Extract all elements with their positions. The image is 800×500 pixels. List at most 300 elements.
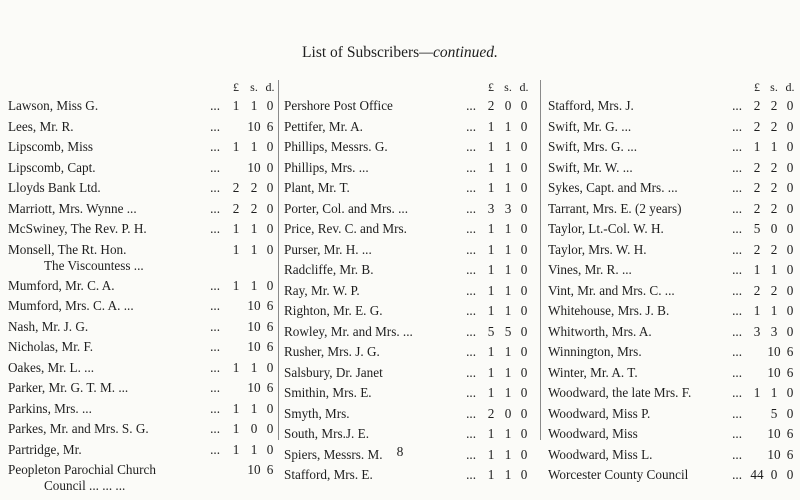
subscriber-name-text: Rowley, Mr. and Mrs. ... — [284, 323, 413, 339]
pence-amount: 0 — [786, 282, 794, 298]
subscriber-name-text: Smithin, Mrs. E. — [284, 385, 372, 400]
pounds-amount: 2 — [232, 180, 240, 195]
pounds-amount: 1 — [232, 441, 240, 457]
subscriber-row — [548, 201, 798, 222]
money-header — [8, 80, 278, 98]
shillings-amount: 1 — [250, 221, 258, 236]
pence-amount: 0 — [520, 180, 528, 195]
pence-amount: 0 — [786, 262, 794, 277]
subscriber-name-text: Lipscomb, Capt. — [8, 159, 96, 175]
shillings-amount: 2 — [770, 200, 778, 216]
dot-leader: ... — [732, 344, 742, 359]
subscriber-name-text: Pettifer, Mr. A. — [284, 118, 363, 134]
subscriber-name-text: Woodward, the late Mrs. F. — [548, 385, 692, 400]
shillings-amount: 1 — [504, 221, 512, 236]
subscriber-name-text: Whitehouse, Mrs. J. B. — [548, 303, 670, 318]
subscriber-name-text: Woodward, Miss P. — [548, 405, 651, 421]
subscriber-name — [284, 98, 466, 114]
pounds-amount: 1 — [487, 344, 495, 359]
subscriber-row — [284, 262, 532, 283]
pounds-amount: 1 — [753, 385, 761, 400]
subscriber-name-text: Nash, Mr. J. G. — [8, 318, 89, 334]
pounds-amount: 1 — [232, 421, 240, 436]
subscriber-name-text: Woodward, Miss — [548, 426, 638, 441]
pence-amount: 0 — [266, 277, 274, 293]
pounds-amount: 1 — [487, 364, 495, 380]
subscriber-name — [284, 201, 466, 217]
subscriber-name-text: Vines, Mr. R. ... — [548, 262, 632, 277]
shillings-amount: 2 — [770, 98, 778, 113]
pounds-amount: 1 — [487, 241, 495, 257]
shillings-amount: 2 — [770, 118, 778, 134]
subscriber-name — [8, 380, 210, 396]
pounds-amount: 1 — [232, 221, 240, 236]
subscriber-name — [548, 139, 732, 155]
subscriber-row — [284, 180, 532, 201]
subscriber-name-text: Woodward, Miss L. — [548, 446, 653, 462]
subscriber-name-text: Lees, Mr. R. — [8, 118, 74, 134]
subscriber-name-text: Purser, Mr. H. ... — [284, 241, 372, 257]
pence-amount: 0 — [520, 344, 528, 359]
subscriber-name — [284, 283, 466, 299]
subscriber-name — [8, 201, 210, 217]
pounds-amount: 2 — [487, 98, 495, 113]
dot-leader: ... — [732, 303, 742, 318]
dot-leader: ... — [466, 385, 476, 400]
column-divider — [540, 80, 541, 440]
subscriber-row — [8, 462, 278, 498]
dot-leader: ... — [210, 318, 220, 334]
pence-amount: 0 — [266, 241, 274, 257]
dot-leader: ... — [466, 323, 476, 339]
subscriber-row — [548, 344, 798, 365]
shillings-amount: 3 — [770, 323, 778, 339]
subscriber-name — [8, 360, 210, 376]
shillings-amount: 2 — [250, 200, 258, 216]
shillings-amount: 1 — [770, 262, 778, 277]
dot-leader: ... — [210, 277, 220, 293]
column-divider — [278, 80, 279, 440]
pence-amount: 0 — [266, 400, 274, 416]
dot-leader: ... — [732, 221, 742, 236]
dot-leader: ... — [732, 323, 742, 339]
dot-leader: ... — [466, 446, 476, 462]
subscriber-row — [8, 119, 278, 140]
subscriber-row — [548, 406, 798, 427]
subscriber-row — [548, 119, 798, 140]
dot-leader: ... — [466, 262, 476, 277]
subscriber-name-text: Stafford, Mrs. E. — [284, 467, 373, 482]
dot-leader: ... — [732, 159, 742, 175]
subscriber-name — [548, 344, 732, 360]
shillings-amount: 1 — [250, 441, 258, 457]
subscriber-name — [8, 119, 210, 135]
subscriber-name-text: Taylor, Lt.-Col. W. H. — [548, 221, 664, 236]
subscriber-name — [284, 160, 466, 176]
shillings-amount: 1 — [504, 426, 512, 441]
dot-leader: ... — [732, 405, 742, 421]
title-text: List of Subscribers — [302, 44, 420, 61]
dot-leader: ... — [210, 380, 220, 395]
dot-leader: ... — [210, 159, 220, 175]
pence-amount: 0 — [520, 303, 528, 318]
pence-amount: 0 — [786, 98, 794, 113]
shillings-header: s. — [504, 80, 512, 94]
pence-header: d. — [519, 80, 529, 94]
subscriber-name-text: Lipscomb, Miss — [8, 139, 93, 154]
subscriber-name — [548, 324, 732, 340]
subscriber-row — [548, 283, 798, 304]
shillings-amount: 5 — [504, 323, 512, 339]
shillings-amount: 2 — [250, 180, 258, 195]
subscriber-row — [8, 298, 278, 319]
subscriber-name — [284, 119, 466, 135]
shillings-amount: 3 — [504, 200, 512, 216]
pence-amount: 0 — [266, 359, 274, 375]
dot-leader: ... — [466, 405, 476, 421]
pence-amount: 6 — [786, 426, 794, 441]
subscriber-name-text: Marriott, Mrs. Wynne ... — [8, 200, 137, 216]
dot-leader: ... — [466, 200, 476, 216]
subscriber-row — [548, 467, 798, 488]
subscriber-name — [8, 242, 226, 274]
subscriber-row — [8, 421, 278, 442]
subscriber-row — [8, 380, 278, 401]
pounds-amount: 44 — [750, 467, 764, 482]
pence-header: d. — [785, 80, 795, 94]
subscriber-name-text: Spiers, Messrs. M. — [284, 446, 383, 462]
subscriber-name-text: Porter, Col. and Mrs. ... — [284, 200, 409, 216]
subscriber-row — [284, 98, 532, 119]
subscriber-name-text: Righton, Mr. E. G. — [284, 303, 383, 318]
subscriber-row — [8, 242, 278, 278]
subscriber-name-text: Mumford, Mr. C. A. — [8, 277, 115, 293]
shillings-amount: 2 — [770, 241, 778, 257]
subscriber-row — [284, 385, 532, 406]
pence-amount: 6 — [266, 339, 274, 354]
subscriber-name — [284, 406, 466, 422]
pounds-amount: 2 — [753, 200, 761, 216]
subscriber-row — [284, 406, 532, 427]
dot-leader: ... — [466, 241, 476, 257]
subscriber-row — [548, 303, 798, 324]
dot-leader: ... — [210, 180, 220, 195]
shillings-amount: 10 — [247, 159, 261, 175]
shillings-amount: 1 — [250, 359, 258, 375]
dot-leader: ... — [466, 221, 476, 236]
pence-amount: 0 — [266, 421, 274, 436]
pounds-amount: 2 — [753, 118, 761, 134]
dot-leader: ... — [732, 139, 742, 154]
subscriber-row — [8, 201, 278, 222]
subscriber-row — [284, 467, 532, 488]
pounds-amount: 1 — [487, 303, 495, 318]
subscriber-row — [284, 283, 532, 304]
subscriber-column-1 — [8, 80, 278, 498]
dot-leader: ... — [732, 467, 742, 482]
subscriber-name-text: Monsell, The Rt. Hon. — [8, 241, 127, 257]
subscriber-row — [284, 303, 532, 324]
subscriber-row — [8, 180, 278, 201]
pence-amount: 0 — [266, 221, 274, 236]
subscriber-name — [284, 344, 466, 360]
subscriber-name — [548, 467, 732, 483]
dot-leader: ... — [732, 180, 742, 195]
subscriber-row — [548, 324, 798, 345]
subscriber-name — [548, 98, 732, 114]
pounds-amount: 1 — [232, 277, 240, 293]
subscriber-name — [548, 262, 732, 278]
pence-amount: 0 — [266, 139, 274, 154]
subscriber-name-text: Whitworth, Mrs. A. — [548, 323, 652, 339]
pounds-amount: 2 — [753, 241, 761, 257]
shillings-amount: 1 — [504, 180, 512, 195]
dot-leader: ... — [210, 421, 220, 436]
subscriber-name — [548, 303, 732, 319]
subscriber-row — [548, 385, 798, 406]
subscriber-name-text: Phillips, Mrs. ... — [284, 159, 369, 175]
subscriber-name-text: Tarrant, Mrs. E. (2 years) — [548, 200, 682, 216]
shillings-amount: 5 — [770, 405, 778, 421]
pounds-amount: 2 — [753, 180, 761, 195]
pounds-amount: 2 — [753, 159, 761, 175]
dot-leader: ... — [466, 180, 476, 195]
pence-amount: 6 — [786, 364, 794, 380]
dot-leader: ... — [732, 98, 742, 113]
pence-amount: 6 — [266, 318, 274, 334]
pence-amount: 0 — [786, 118, 794, 134]
subscriber-name — [8, 180, 210, 196]
pence-amount: 0 — [786, 405, 794, 421]
subscriber-row — [548, 221, 798, 242]
subscriber-name — [548, 160, 732, 176]
shillings-amount: 10 — [767, 446, 781, 462]
dot-leader: ... — [210, 359, 220, 375]
pence-amount: 0 — [786, 385, 794, 400]
pence-amount: 6 — [266, 380, 274, 395]
subscriber-name — [284, 139, 466, 155]
pence-amount: 0 — [520, 467, 528, 482]
shillings-amount: 10 — [247, 462, 261, 477]
subscriber-row — [548, 262, 798, 283]
subscriber-name-text: Winnington, Mrs. — [548, 344, 642, 359]
subscriber-row — [8, 98, 278, 119]
subscriber-name-text: Radcliffe, Mr. B. — [284, 262, 374, 277]
subscriber-name-text: Parker, Mr. G. T. M. ... — [8, 380, 129, 395]
dot-leader: ... — [210, 98, 220, 113]
subscriber-name — [8, 298, 210, 314]
pounds-amount: 2 — [753, 282, 761, 298]
pence-amount: 0 — [520, 426, 528, 441]
dot-leader: ... — [732, 241, 742, 257]
pounds-amount: 1 — [487, 180, 495, 195]
subscriber-name — [548, 426, 732, 442]
pence-amount: 0 — [786, 180, 794, 195]
subscriber-row — [548, 160, 798, 181]
pence-amount: 0 — [266, 98, 274, 113]
pence-amount: 0 — [786, 241, 794, 257]
shillings-amount: 1 — [770, 303, 778, 318]
pounds-amount: 1 — [487, 385, 495, 400]
subscriber-row — [284, 365, 532, 386]
shillings-amount: 0 — [770, 467, 778, 482]
subscriber-name-text: Lloyds Bank Ltd. — [8, 180, 101, 195]
subscriber-name-text: Stafford, Mrs. J. — [548, 98, 634, 113]
shillings-amount: 0 — [504, 98, 512, 113]
dot-leader: ... — [210, 200, 220, 216]
dot-leader: ... — [732, 385, 742, 400]
shillings-amount: 1 — [250, 241, 258, 257]
pence-amount: 0 — [520, 262, 528, 277]
shillings-amount: 1 — [504, 282, 512, 298]
shillings-amount: 10 — [767, 364, 781, 380]
shillings-amount: 0 — [250, 421, 258, 436]
pounds-amount: 1 — [232, 400, 240, 416]
subscriber-name-line-2: The Viscountess ... — [44, 257, 144, 273]
pence-amount: 6 — [266, 118, 274, 134]
pence-amount: 0 — [786, 467, 794, 482]
pounds-amount: 1 — [753, 262, 761, 277]
subscriber-row — [284, 221, 532, 242]
subscriber-row — [284, 324, 532, 345]
shillings-amount: 1 — [770, 139, 778, 154]
subscriber-name-text: Partridge, Mr. — [8, 441, 82, 457]
subscriber-row — [284, 201, 532, 222]
pence-amount: 0 — [520, 159, 528, 175]
shillings-amount: 10 — [247, 339, 261, 354]
subscriber-row — [8, 160, 278, 181]
subscriber-name-text: Sykes, Capt. and Mrs. ... — [548, 180, 678, 195]
shillings-amount: 2 — [770, 282, 778, 298]
subscriber-name-text: Lawson, Miss G. — [8, 98, 99, 113]
subscriber-name-text: Salsbury, Dr. Janet — [284, 364, 383, 380]
subscriber-name — [284, 303, 466, 319]
subscriber-row — [8, 360, 278, 381]
pence-amount: 0 — [520, 364, 528, 380]
pounds-header: £ — [488, 80, 494, 94]
shillings-amount: 1 — [504, 467, 512, 482]
pounds-amount: 1 — [753, 303, 761, 318]
dot-leader: ... — [210, 298, 220, 313]
dot-leader: ... — [210, 400, 220, 416]
pounds-amount: 3 — [753, 323, 761, 339]
pence-amount: 0 — [520, 98, 528, 113]
subscriber-row — [8, 401, 278, 422]
subscriber-name — [284, 262, 466, 278]
subscriber-row — [548, 139, 798, 160]
pounds-amount: 1 — [487, 426, 495, 441]
subscriber-name — [548, 283, 732, 299]
subscriber-row — [548, 365, 798, 386]
subscriber-column-3 — [548, 80, 798, 488]
subscriber-name — [284, 426, 466, 442]
subscriber-column-2 — [284, 80, 532, 488]
pounds-amount: 1 — [487, 221, 495, 236]
dot-leader: ... — [210, 118, 220, 134]
subscriber-name — [8, 221, 210, 237]
pence-amount: 0 — [786, 139, 794, 154]
subscriber-row — [548, 242, 798, 263]
subscriber-name — [8, 160, 210, 176]
pounds-amount: 1 — [232, 98, 240, 113]
shillings-amount: 10 — [767, 426, 781, 441]
pounds-amount: 1 — [753, 139, 761, 154]
shillings-amount: 10 — [247, 298, 261, 313]
subscriber-name-text: Swift, Mr. W. ... — [548, 159, 633, 175]
dot-leader: ... — [210, 339, 220, 354]
dot-leader: ... — [732, 446, 742, 462]
pence-amount: 0 — [520, 323, 528, 339]
shillings-amount: 1 — [504, 364, 512, 380]
shillings-amount: 1 — [250, 98, 258, 113]
shillings-amount: 1 — [504, 241, 512, 257]
shillings-amount: 1 — [250, 139, 258, 154]
subscriber-name-text: Swift, Mrs. G. ... — [548, 139, 638, 154]
shillings-amount: 1 — [770, 385, 778, 400]
pounds-amount: 1 — [487, 159, 495, 175]
pence-amount: 6 — [266, 298, 274, 313]
subscriber-row — [8, 278, 278, 299]
dot-leader: ... — [732, 282, 742, 298]
pence-amount: 0 — [266, 180, 274, 195]
dot-leader: ... — [732, 200, 742, 216]
pence-amount: 0 — [786, 323, 794, 339]
pounds-amount: 5 — [487, 323, 495, 339]
pounds-header: £ — [233, 80, 239, 94]
subscriber-name-text: South, Mrs.J. E. — [284, 426, 369, 441]
pounds-amount: 1 — [232, 241, 240, 257]
subscriber-row — [284, 160, 532, 181]
pence-amount: 0 — [520, 282, 528, 298]
subscriber-name-text: Pershore Post Office — [284, 98, 393, 113]
shillings-amount: 1 — [504, 446, 512, 462]
dot-leader: ... — [732, 262, 742, 277]
page-title — [0, 44, 800, 62]
subscriber-name — [8, 462, 226, 494]
subscriber-name-text: Parkes, Mr. and Mrs. S. G. — [8, 421, 149, 436]
money-header — [548, 80, 798, 98]
subscriber-row — [284, 139, 532, 160]
page-number: 8 — [396, 444, 404, 459]
pence-amount: 6 — [266, 462, 274, 477]
subscriber-row — [8, 339, 278, 360]
title-continued: —continued. — [419, 44, 498, 61]
subscriber-name-text: Nicholas, Mr. F. — [8, 339, 94, 354]
pounds-amount: 1 — [487, 118, 495, 134]
dot-leader: ... — [210, 221, 220, 236]
pounds-amount: 1 — [487, 446, 495, 462]
subscriber-name — [8, 139, 210, 155]
dot-leader: ... — [466, 282, 476, 298]
dot-leader: ... — [466, 139, 476, 154]
shillings-amount: 1 — [504, 344, 512, 359]
subscriber-row — [284, 119, 532, 140]
shillings-amount: 1 — [504, 303, 512, 318]
subscriber-row — [8, 139, 278, 160]
pounds-amount: 2 — [487, 405, 495, 421]
subscriber-name-text: Peopleton Parochial Church — [8, 462, 156, 477]
subscriber-name — [548, 119, 732, 135]
subscriber-row — [548, 180, 798, 201]
subscriber-name-text: Smyth, Mrs. — [284, 405, 350, 421]
subscriber-name-text: McSwiney, The Rev. P. H. — [8, 221, 147, 236]
money-header — [284, 80, 532, 98]
dot-leader: ... — [732, 426, 742, 441]
subscriber-name — [548, 180, 732, 196]
dot-leader: ... — [466, 344, 476, 359]
shillings-amount: 0 — [504, 405, 512, 421]
dot-leader: ... — [210, 139, 220, 154]
